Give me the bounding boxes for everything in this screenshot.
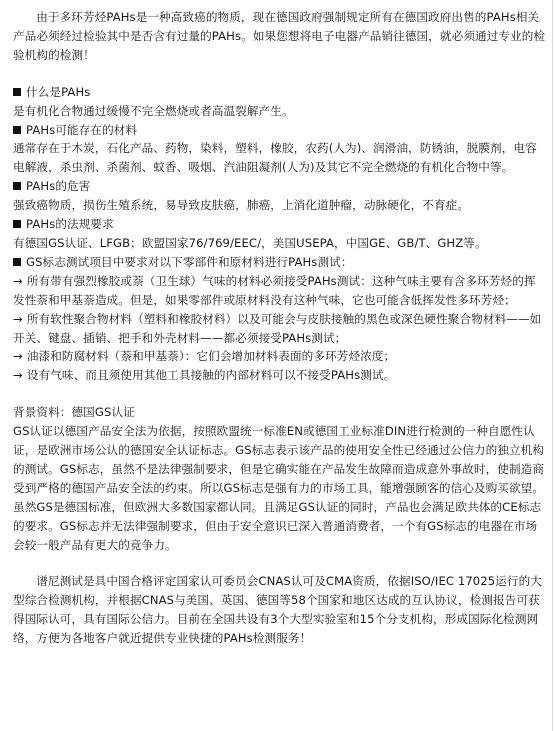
section-heading-regulations: PAHs的法规要求 — [13, 215, 546, 234]
arrow-icon: → — [13, 273, 23, 288]
section-body-what-is-pahs: 是有机化合物通过缓慢不完全燃烧或者高温裂解产生。 — [13, 103, 294, 118]
bullet-icon — [13, 126, 21, 134]
requirement-item: → 油漆和防腐材料（萘和甲基萘）：它们会增加材料表面的多环芳烃浓度； — [13, 349, 396, 364]
section-body-materials: 通常存在于木炭，石化产品、药物，染料，塑料，橡胶，农药(人为)、润滑油，防锈油，脱膜剂，电容电解液，杀虫剂、杀菌剂、蚊香、吸烟、汽油阻凝剂(人为)及其它不完全燃烧的有机化合物中等。 — [13, 141, 537, 175]
background-title: 背景资料：德国GS认证 — [13, 405, 135, 420]
section-heading-materials: PAHs可能存在的材料 — [13, 121, 546, 140]
section-heading-what-is-pahs: 什么是PAHs — [13, 83, 546, 102]
requirement-item: → 所有软性聚合物材料（塑料和橡胶材料）以及可能会与皮肤接触的黑色或深色硬性聚合物材料——如开关、键盘、插销、把手和外壳材料——都必须接受PAHs测试； — [13, 311, 542, 345]
bullet-icon — [13, 182, 21, 190]
intro-paragraph: 由于多环芳烃PAHs是一种高致癌的物质，现在德国政府强制规定所有在德国政府出售的PAHs相关产品必须经过检验其中是否含有过量的PAHs。如果您想将电子电器产品销往德国，就必须通过专业的检验机构的检测！ — [13, 10, 546, 62]
requirement-item: → 设有气味、而且须使用其他工具接触的内部材料可以不接受PAHs测试。 — [13, 368, 396, 383]
section-heading-gs-test: GS标志测试项目中要求对以下零部件和原材料进行PAHs测试： — [13, 253, 546, 272]
arrow-icon: → — [13, 311, 23, 326]
background-paragraph-1: GS认证以德国产品安全法为依据，按照欧盟统一标准EN或德国工业标准DIN进行检测的一种自愿性认证，是欧洲市场公认的德国安全认证标志。GS标志表示该产品的使用安全性已经通过公信力的独立机构的测试。GS标志，虽然不是法律强制要求，但是它确实能在产品发生故障而造成意外事故时，使制造商受到严格的德国产品安全法的约束。所以GS标志是强有力的市场工具，能增强顾客的信心及购买欲望。 — [13, 424, 545, 495]
company-paragraph: 谱尼测试是具中国合格评定国家认可委员会CNAS认可及CMA资质，依据ISO/IEC 17025运行的大型综合检测机构，并根据CNAS与美国、英国、德国等58个国家和地区达成的互认协议，检测报告可获得国际认可，具有国际公信力。目前在全国共设有3个大型实验室和15个分支机构，形成国际化检测网络，方便为各地客户就近提供专业快捷的PAHs检测服务！ — [13, 574, 543, 646]
bullet-icon — [13, 88, 21, 96]
arrow-icon: → — [13, 368, 23, 383]
section-body-regulations: 有德国GS认证、LFGB；欧盟国家76/769/EEC/，美国USEPA，中国GE、GB/T、GHZ等。 — [13, 235, 487, 250]
arrow-icon: → — [13, 349, 23, 364]
bullet-icon — [13, 258, 21, 266]
section-body-hazards: 强致癌物质，损伤生殖系统，易导致皮肤癌，肺癌，上消化道肿瘤，动脉硬化，不育症。 — [13, 198, 470, 213]
background-paragraph-2: 虽然GS是德国标准，但欧洲大多数国家都认同。且满足GS认证的同时，产品也会满足欧共体的CE标志的要求。GS标志并无法律强制要求，但由于安全意识已深入普通消费者，一个有GS标志的电器在市场会较一般产品有更大的竞争力。 — [13, 499, 542, 552]
requirement-item: → 所有带有强烈橡胶或萘（卫生球）气味的材料必须接受PAHs测试：这种气味主要有含多环芳烃的挥发性萘和甲基萘造成。但是，如果零部件或原材料没有这种气味，它也可能含低挥发性多环芳烃； — [13, 273, 536, 307]
document — [3, 0, 553, 731]
bullet-icon — [13, 220, 21, 228]
section-heading-hazards: PAHs的危害 — [13, 177, 546, 196]
